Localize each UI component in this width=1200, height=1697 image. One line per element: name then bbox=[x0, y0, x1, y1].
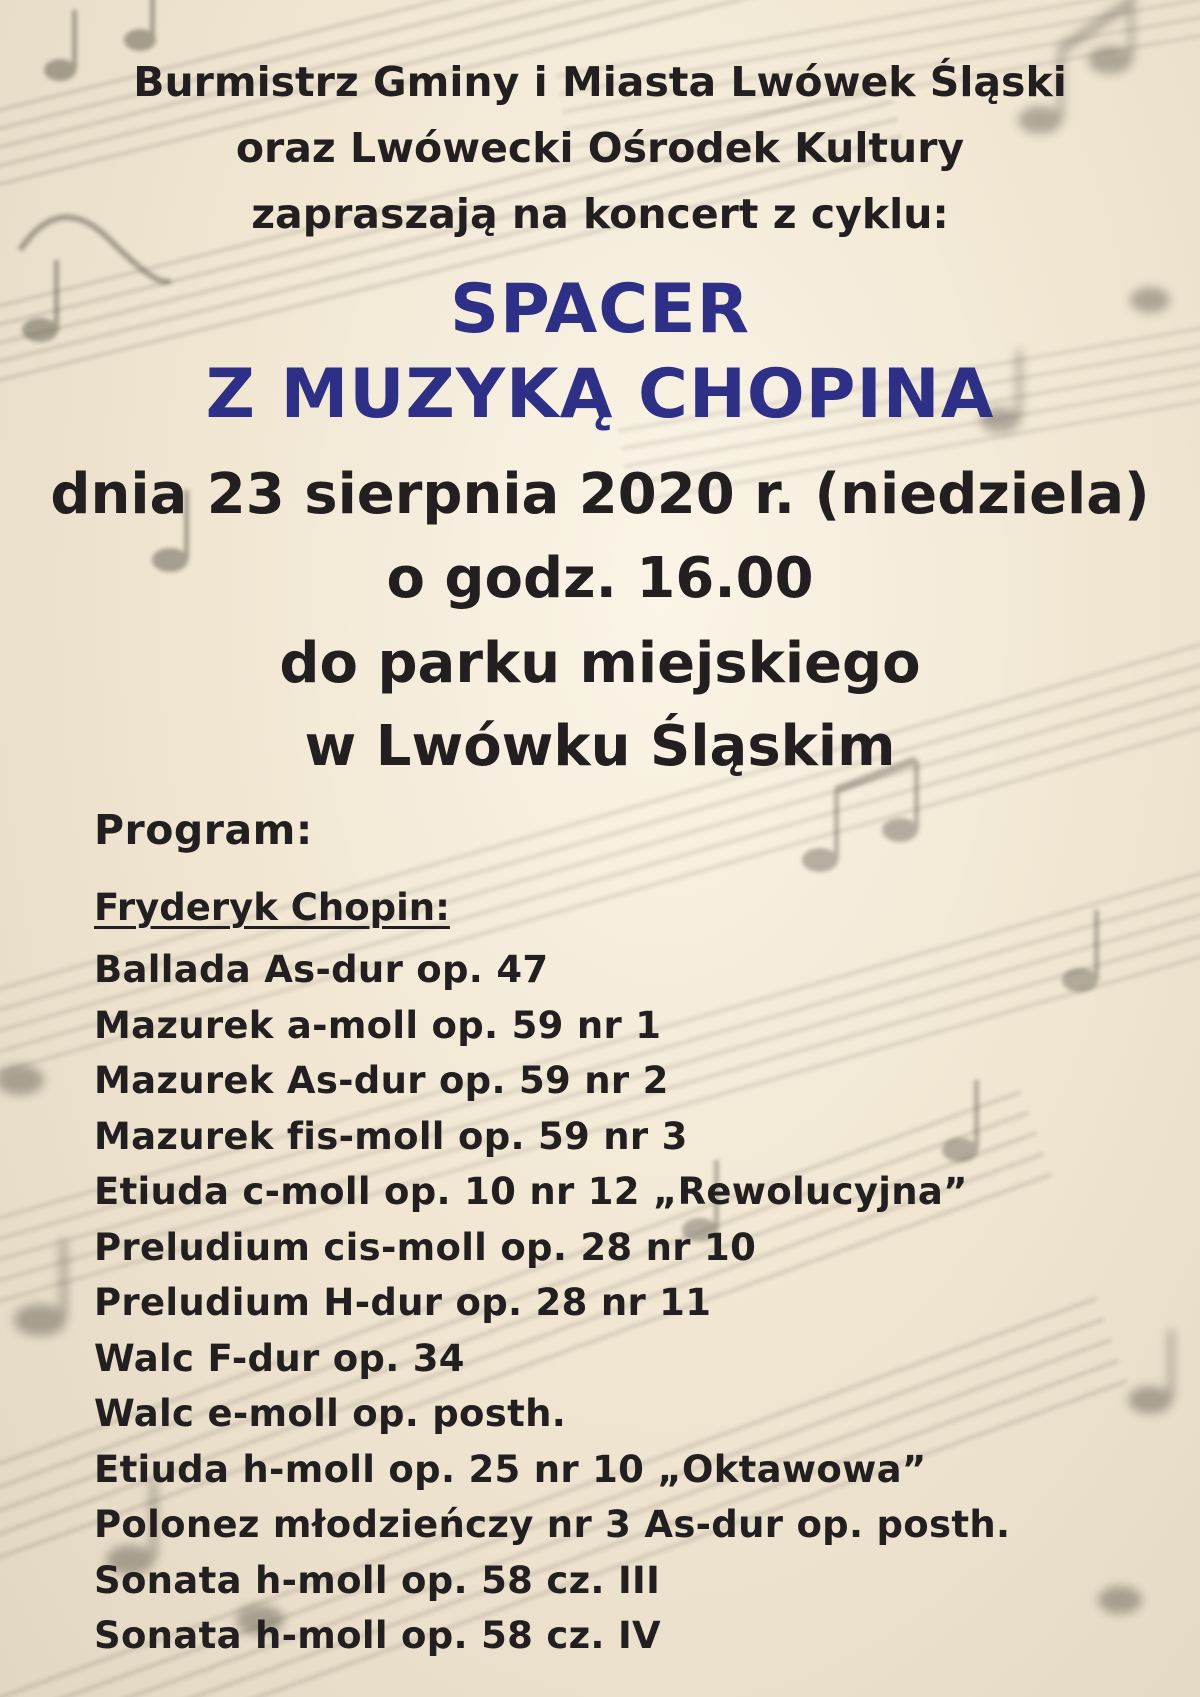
program-item: Sonata h-moll op. 58 cz. IV bbox=[94, 1614, 661, 1657]
program-heading: Program: bbox=[94, 806, 313, 854]
program-item: Mazurek As-dur op. 59 nr 2 bbox=[94, 1059, 669, 1102]
concert-title-line-1: SPACER bbox=[450, 270, 750, 349]
program-item: Mazurek a-moll op. 59 nr 1 bbox=[94, 1003, 662, 1047]
program-list bbox=[94, 942, 1010, 1664]
event-date: dnia 23 sierpnia 2020 r. (niedziela) bbox=[50, 462, 1150, 527]
invitation-line: zapraszają na koncert z cyklu: bbox=[251, 190, 949, 238]
program-item: Walc e-moll op. posth. bbox=[94, 1392, 567, 1435]
concert-title-line-2: Z MUZYKĄ CHOPINA bbox=[205, 355, 995, 434]
event-place-line-2: w Lwówku Śląskim bbox=[304, 714, 896, 779]
organizer-line-1: Burmistrz Gminy i Miasta Lwówek Śląski bbox=[133, 58, 1067, 106]
event-place-line-1: do parku miejskiego bbox=[279, 631, 921, 696]
program-item: Etiuda h-moll op. 25 nr 10 „Oktawowa” bbox=[94, 1447, 927, 1491]
program-item: Preludium H-dur op. 28 nr 11 bbox=[94, 1281, 712, 1324]
program-item: Preludium cis-moll op. 28 nr 10 bbox=[94, 1225, 757, 1269]
program-item: Ballada As-dur op. 47 bbox=[94, 948, 549, 991]
program-item: Mazurek fis-moll op. 59 nr 3 bbox=[94, 1114, 688, 1158]
event-time: o godz. 16.00 bbox=[386, 546, 814, 611]
program-item: Polonez młodzieńczy nr 3 As-dur op. posth. bbox=[94, 1503, 1011, 1546]
composer-name: Fryderyk Chopin: bbox=[94, 886, 450, 929]
program-item: Sonata h-moll op. 58 cz. III bbox=[94, 1558, 661, 1602]
program-item: Etiuda c-moll op. 10 nr 12 „Rewolucyjna” bbox=[94, 1170, 968, 1213]
organizer-line-2: oraz Lwówecki Ośrodek Kultury bbox=[235, 124, 965, 172]
program-item: Walc F-dur op. 34 bbox=[94, 1336, 465, 1380]
